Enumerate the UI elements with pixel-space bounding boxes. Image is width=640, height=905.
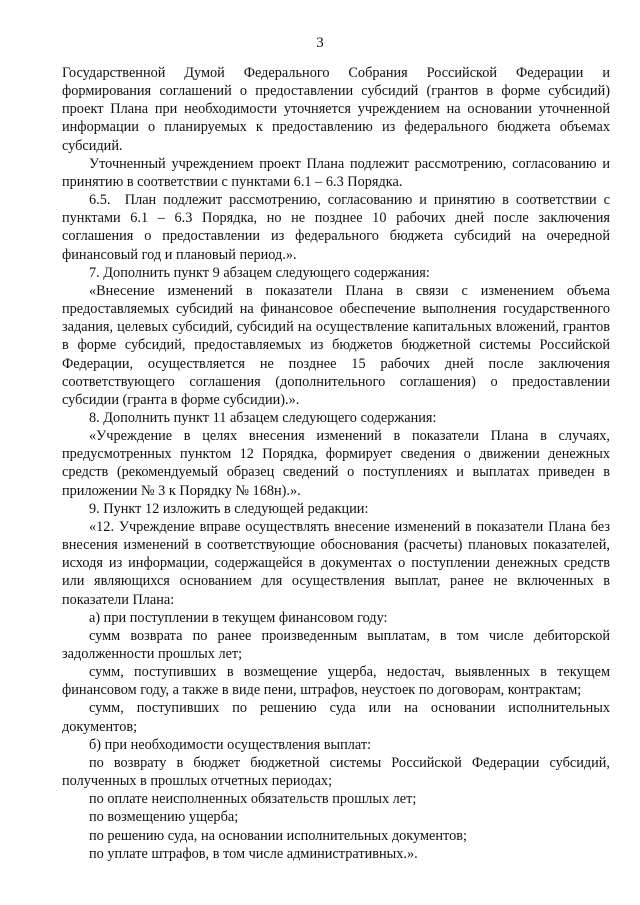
paragraph: по оплате неисполненных обязательств прошлых лет; <box>89 791 417 808</box>
paragraph: по возврату в бюджет бюджетной системы Российской Федерации субсидий, полученных в прошлых отчетных периодах; <box>62 754 610 790</box>
paragraph: «12. Учреждение вправе осуществлять внесение изменений в показатели Плана без внесения изменений в соответствующие обоснования (расчеты) плановых показателей, исходя из информации, содержащейся в документах о поступлении денежных средств или являющихся основанием для осуществления выплат, ранее не включенных в показатели Плана: <box>62 518 610 608</box>
document-body <box>62 64 610 863</box>
paragraph: б) при необходимости осуществления выплат: <box>89 736 372 753</box>
paragraph: Уточненный учреждением проект Плана подлежит рассмотрению, согласованию и принятию в соответствии с пунктами 6.1 – 6.3 Порядка. <box>62 155 610 190</box>
paragraph: 9. Пункт 12 изложить в следующей редакции: <box>89 500 369 517</box>
paragraph: а) при поступлении в текущем финансовом году: <box>89 609 388 626</box>
paragraph: 7. Дополнить пункт 9 абзацем следующего содержания: <box>89 264 430 281</box>
paragraph: сумм возврата по ранее произведенным выплатам, в том числе дебиторской задолженности прошлых лет; <box>62 627 610 662</box>
paragraph: «Учреждение в целях внесения изменений в показатели Плана в случаях, предусмотренных пунктом 12 Порядка, формирует сведения о движении денежных средств (рекомендуемый образец сведений о поступлениях и выплатах приведен в приложении № 3 к Порядку № 168н).». <box>62 428 610 499</box>
paragraph: 8. Дополнить пункт 11 абзацем следующего содержания: <box>89 409 437 426</box>
paragraph: Государственной Думой Федерального Собрания Российской Федерации и формирования соглашений о предоставлении субсидий (грантов в форме субсидий) проект Плана при необходимости уточняется учреждением на основании уточненной информации о планируемых к предоставлению из федерального бюджета объемах субсидий. <box>62 65 610 154</box>
paragraph: сумм, поступивших по решению суда или на основании исполнительных документов; <box>62 700 610 735</box>
paragraph: 6.5. План подлежит рассмотрению, согласованию и принятию в соответствии с пунктами 6.1 – 6.3 Порядка, но не позднее 10 рабочих дней после заключения соглашения о предоставлении из федерального бюджета субсидий на очередной финансовый год и плановый период.». <box>62 192 610 263</box>
paragraph: по уплате штрафов, в том числе административных.». <box>89 845 418 862</box>
paragraph: по возмещению ущерба; <box>89 809 239 826</box>
paragraph: сумм, поступивших в возмещение ущерба, недостач, выявленных в текущем финансовом году, а также в виде пени, штрафов, неустоек по договорам, контрактам; <box>62 664 610 699</box>
paragraph: по решению суда, на основании исполнительных документов; <box>89 827 467 844</box>
paragraph: «Внесение изменений в показатели Плана в связи с изменением объема предоставляемых субсидий на финансовое обеспечение выполнения государственного задания, целевых субсидий, субсидий на осуществление капитальных вложений, грантов в форме субсидий, предоставляемых из бюджетов бюджетной системы Российской Федерации, осуществляется не позднее 15 рабочих дней после заключения соответствующего соглашения (дополнительного соглашения) о предоставлении субсидии (гранта в форме субсидии).». <box>62 282 610 408</box>
page-number: 3 <box>316 35 324 51</box>
